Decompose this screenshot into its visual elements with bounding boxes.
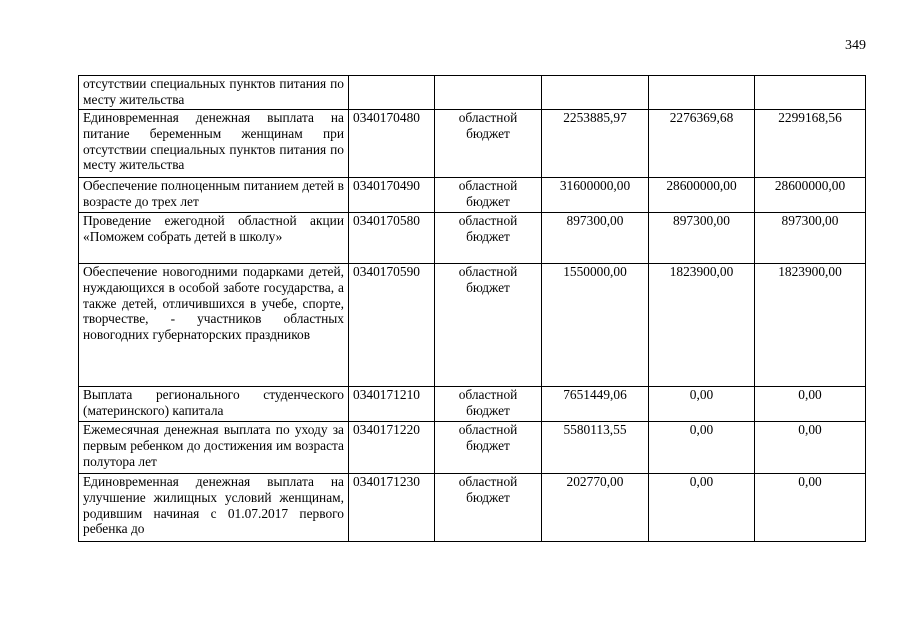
row-code: 0340170490 — [349, 178, 435, 213]
row-source: областной бюджет — [435, 110, 542, 178]
row-value-3: 0,00 — [755, 474, 866, 542]
row-description — [79, 213, 349, 264]
row-source: областной бюджет — [435, 422, 542, 474]
row-description-text: Обеспечение полноценным питанием детей в возрасте до трех лет — [83, 178, 344, 209]
table-row — [79, 213, 866, 264]
row-value-3: 897300,00 — [755, 213, 866, 264]
table-row — [79, 474, 866, 542]
row-value-2: 2276369,68 — [649, 110, 755, 178]
row-value-3 — [755, 76, 866, 110]
row-value-2 — [649, 76, 755, 110]
row-description-text: Выплата регионального студенческого (материнского) капитала — [83, 387, 344, 418]
row-description-text: Ежемесячная денежная выплата по уходу за первым ребенком до достижения им возраста полутора лет — [83, 422, 344, 469]
row-source: областной бюджет — [435, 178, 542, 213]
row-value-1: 2253885,97 — [542, 110, 649, 178]
row-code: 0340171220 — [349, 422, 435, 474]
row-description — [79, 264, 349, 387]
row-description — [79, 76, 349, 110]
row-source: областной бюджет — [435, 474, 542, 542]
row-value-2: 0,00 — [649, 474, 755, 542]
row-value-1: 202770,00 — [542, 474, 649, 542]
table-row — [79, 387, 866, 422]
row-code: 0340170580 — [349, 213, 435, 264]
row-value-3: 2299168,56 — [755, 110, 866, 178]
table-row — [79, 110, 866, 178]
row-code: 0340170480 — [349, 110, 435, 178]
row-source: областной бюджет — [435, 387, 542, 422]
page-number: 349 — [845, 38, 866, 53]
row-value-1: 1550000,00 — [542, 264, 649, 387]
row-code: 0340171210 — [349, 387, 435, 422]
table-row — [79, 178, 866, 213]
row-description-text: Единовременная денежная выплата на питание беременным женщинам при отсутствии специальных пунктов питания по месту жительства — [83, 110, 344, 173]
row-value-2: 28600000,00 — [649, 178, 755, 213]
row-code: 0340170590 — [349, 264, 435, 387]
row-source — [435, 76, 542, 110]
table-row — [79, 76, 866, 110]
row-description — [79, 110, 349, 178]
row-value-3: 28600000,00 — [755, 178, 866, 213]
row-description-text: Единовременная денежная выплата на улучшение жилищных условий женщинам, родившим начиная с 01.07.2017 первого ребенка до — [83, 474, 344, 537]
row-value-1: 7651449,06 — [542, 387, 649, 422]
row-value-1 — [542, 76, 649, 110]
row-code: 0340171230 — [349, 474, 435, 542]
row-value-2: 1823900,00 — [649, 264, 755, 387]
row-value-3: 0,00 — [755, 387, 866, 422]
row-value-2: 897300,00 — [649, 213, 755, 264]
row-description-text: отсутствии специальных пунктов питания по месту жительства — [83, 76, 344, 107]
row-description — [79, 178, 349, 213]
row-description — [79, 422, 349, 474]
row-value-3: 0,00 — [755, 422, 866, 474]
row-description — [79, 387, 349, 422]
row-source: областной бюджет — [435, 264, 542, 387]
row-value-2: 0,00 — [649, 422, 755, 474]
row-value-3: 1823900,00 — [755, 264, 866, 387]
table-row — [79, 264, 866, 387]
row-description — [79, 474, 349, 542]
row-description-text: Проведение ежегодной областной акции «Поможем собрать детей в школу» — [83, 213, 344, 244]
row-value-1: 897300,00 — [542, 213, 649, 264]
row-source: областной бюджет — [435, 213, 542, 264]
row-value-1: 31600000,00 — [542, 178, 649, 213]
table-row — [79, 422, 866, 474]
row-value-2: 0,00 — [649, 387, 755, 422]
row-code — [349, 76, 435, 110]
row-value-1: 5580113,55 — [542, 422, 649, 474]
row-description-text: Обеспечение новогодними подарками детей, нуждающихся в особой заботе государства, а также детей, отличившихся в учебе, спорте, творчестве, - участников областных новогодних губернаторских праздников — [83, 264, 344, 343]
budget-table — [78, 75, 866, 542]
